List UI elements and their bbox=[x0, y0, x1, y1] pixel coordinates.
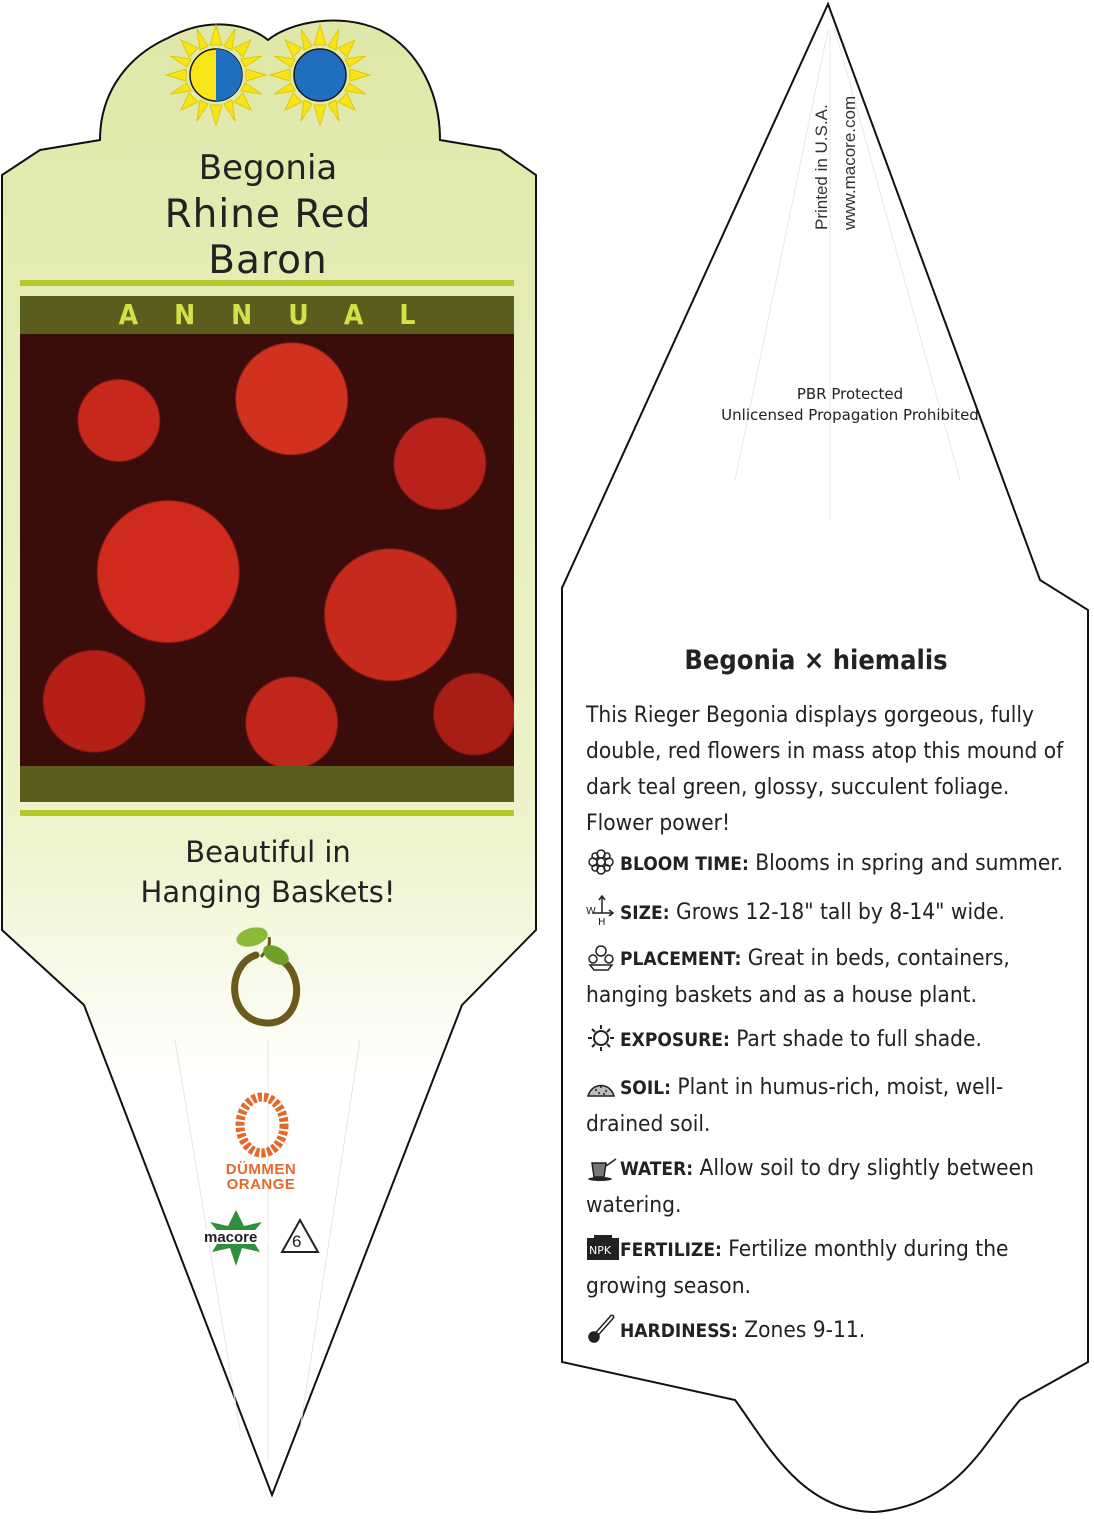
brand-name bbox=[216, 1162, 306, 1192]
care-fertilize bbox=[586, 1231, 1071, 1304]
care-text: Great in beds, containers, hanging baskets and as a house plant. bbox=[586, 945, 1010, 1008]
tagline bbox=[20, 832, 516, 912]
macore-logo-text: macore bbox=[204, 1229, 258, 1246]
care-text: Zones 9-11. bbox=[744, 1317, 866, 1343]
brand-line-1: DÜMMEN bbox=[225, 1161, 297, 1178]
care-label: HARDINESS: bbox=[620, 1320, 738, 1342]
care-water bbox=[586, 1150, 1071, 1223]
soil-icon bbox=[586, 1072, 620, 1100]
pbr-line-1: PBR Protected bbox=[796, 385, 904, 403]
sun-exposure-icon bbox=[586, 1024, 620, 1052]
care-text: Plant in humus-rich, moist, well-drained soil. bbox=[586, 1074, 1004, 1137]
recycle-code: 6 bbox=[292, 1232, 302, 1251]
care-size bbox=[586, 893, 1071, 931]
full-shade-sun-icon bbox=[270, 25, 370, 125]
species-name: Begonia × hiemalis bbox=[684, 645, 948, 676]
care-label: SIZE: bbox=[620, 902, 670, 924]
printed-in: Printed in U.S.A. bbox=[812, 104, 831, 230]
care-placement bbox=[586, 940, 1071, 1013]
care-label: WATER: bbox=[620, 1158, 694, 1180]
care-text: Part shade to full shade. bbox=[736, 1026, 982, 1052]
size-icon-w: W bbox=[586, 906, 596, 917]
size-icon-h: H bbox=[598, 917, 606, 925]
thermometer-icon bbox=[586, 1313, 620, 1341]
flower-icon bbox=[586, 848, 620, 876]
part-shade-sun-icon bbox=[166, 25, 266, 125]
care-bloom-time bbox=[586, 845, 1071, 882]
tagline-line-2: Hanging Baskets! bbox=[140, 875, 396, 909]
plant-photo bbox=[20, 334, 514, 766]
care-text: Blooms in spring and summer. bbox=[755, 850, 1064, 876]
bottom-rule bbox=[20, 810, 514, 816]
genus-title: Begonia bbox=[198, 148, 338, 188]
tagline-line-1: Beautiful in bbox=[185, 835, 351, 869]
photo-bottom-bar bbox=[20, 766, 514, 802]
category-label: ANNUAL bbox=[118, 298, 452, 331]
pbr-notice bbox=[660, 384, 1040, 426]
care-label: BLOOM TIME: bbox=[620, 853, 749, 875]
size-icon bbox=[586, 893, 620, 925]
watering-can-icon bbox=[586, 1153, 620, 1181]
care-text: Grows 12-18" tall by 8-14" wide. bbox=[676, 899, 1005, 925]
care-label: SOIL: bbox=[620, 1077, 671, 1099]
care-label: FERTILIZE: bbox=[620, 1239, 722, 1261]
care-label: EXPOSURE: bbox=[620, 1029, 730, 1051]
cultivar-line-1: Rhine Red bbox=[164, 192, 372, 237]
care-exposure bbox=[586, 1021, 1071, 1058]
care-text: Fertilize monthly during the growing season. bbox=[586, 1236, 1009, 1299]
pbr-line-2: Unlicensed Propagation Prohibited bbox=[721, 406, 979, 424]
care-text: Allow soil to dry slightly between watering. bbox=[586, 1155, 1034, 1218]
npk-icon bbox=[586, 1234, 620, 1262]
cultivar-line-2: Baron bbox=[208, 238, 328, 283]
brand-line-2: ORANGE bbox=[226, 1176, 296, 1193]
care-label: PLACEMENT: bbox=[620, 948, 742, 970]
cultivar-title bbox=[20, 192, 516, 284]
placement-icon bbox=[586, 943, 620, 971]
care-hardiness bbox=[586, 1312, 1071, 1349]
printer-info bbox=[808, 10, 868, 230]
website: www.macore.com bbox=[840, 95, 859, 230]
npk-icon-text: NPK bbox=[589, 1244, 612, 1257]
description: This Rieger Begonia displays gorgeous, fully double, red flowers in mass atop this mound of dark teal green, glossy, succulent foliage. Flower power! bbox=[586, 702, 1064, 836]
care-soil bbox=[586, 1069, 1071, 1142]
